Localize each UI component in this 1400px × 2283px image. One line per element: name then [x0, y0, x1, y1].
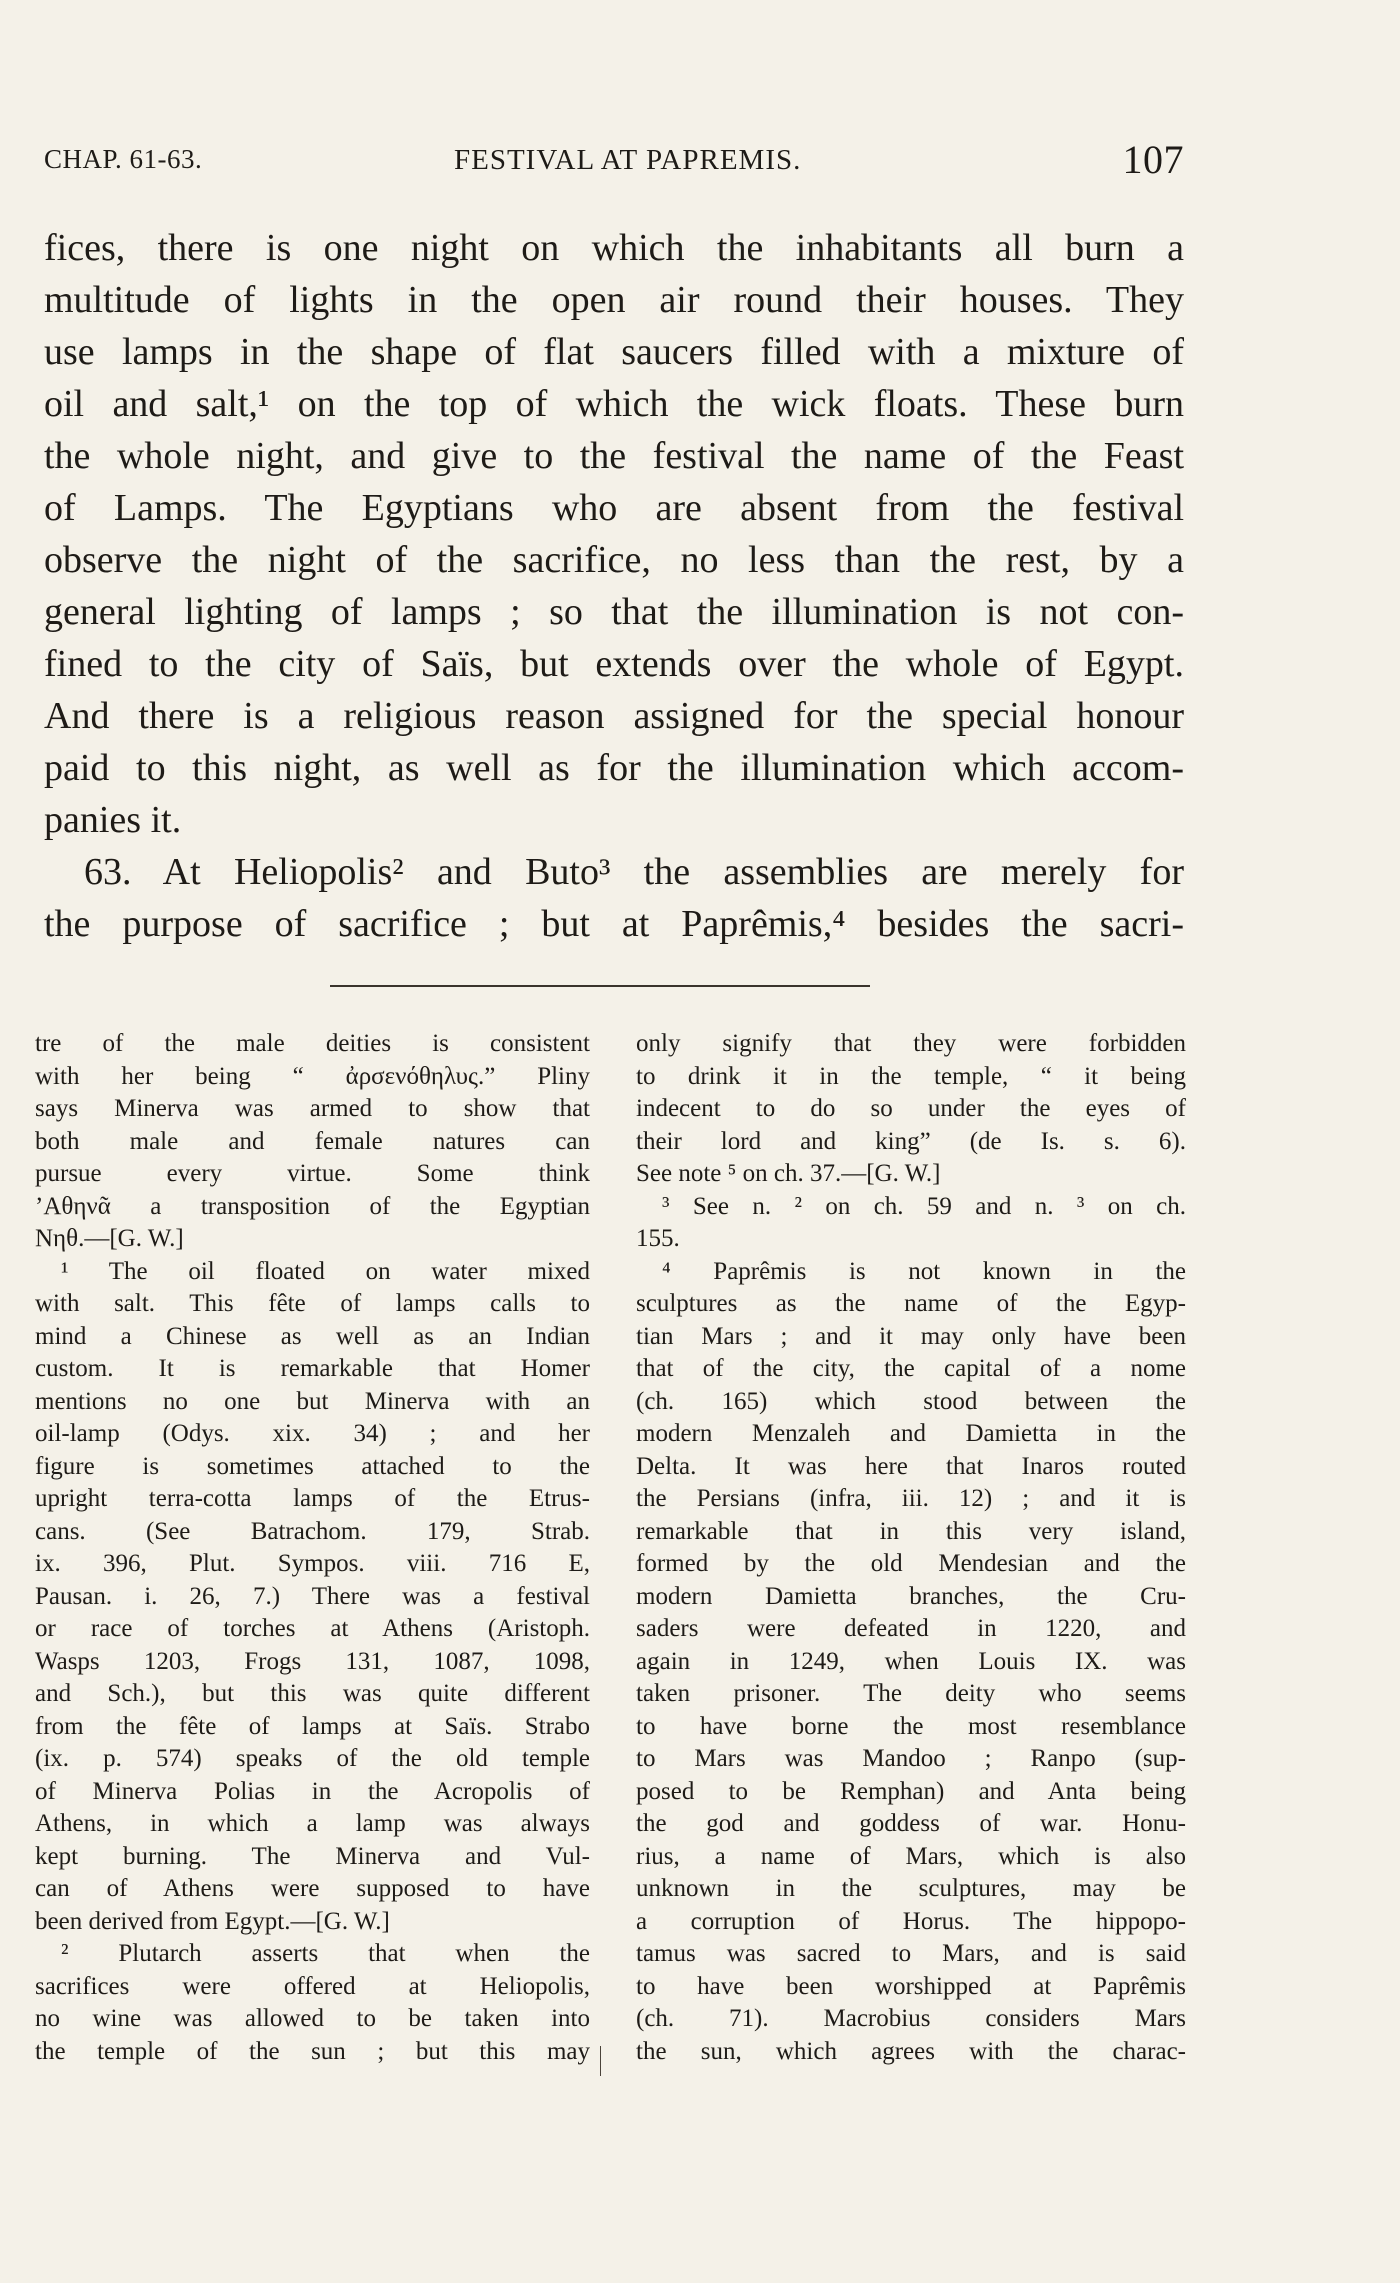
footnote-line: no wine was allowed to be taken into — [35, 2005, 590, 2032]
text-line: paid to this night, as well as for the illumination which accom- — [44, 747, 1184, 789]
footnote-line: formed by the old Mendesian and the — [636, 1550, 1186, 1577]
footnote-line: the sun, which agrees with the charac- — [636, 2037, 1186, 2065]
footnote-line: sculptures as the name of the Egyp- — [636, 1290, 1186, 1317]
text-line: oil and salt,¹ on the top of which the wick floats. These burn — [44, 383, 1184, 425]
footnote-line: ’Αθηνᾶ a transposition of the Egyptian — [35, 1192, 590, 1220]
footnote-line: (ch. 165) which stood between the — [636, 1387, 1186, 1415]
footnote-line: to drink it in the temple, “ it being — [636, 1062, 1186, 1090]
footnote-line: upright terra-cotta lamps of the Etrus- — [35, 1485, 590, 1512]
footnote-separator-rule — [330, 985, 870, 987]
footnote-line: kept burning. The Minerva and Vul- — [35, 1842, 590, 1870]
text-line: of Lamps. The Egyptians who are absent from the festival — [44, 487, 1184, 529]
footnote-line: posed to be Remphan) and Anta being — [636, 1777, 1186, 1805]
footnote-line: ² Plutarch asserts that when the — [61, 1940, 590, 1967]
footnote-line: says Minerva was armed to show that — [35, 1095, 590, 1122]
footnote-line: to have been worshipped at Paprêmis — [636, 1972, 1186, 2000]
footnote-line: ¹ The oil floated on water mixed — [61, 1257, 590, 1285]
text-line: And there is a religious reason assigned for the special honour — [44, 695, 1184, 737]
footnote-line: (ch. 71). Macrobius considers Mars — [636, 2005, 1186, 2032]
footnote-line: and Sch.), but this was quite different — [35, 1680, 590, 1707]
text-line: the purpose of sacrifice ; but at Paprêmis,⁴ besides the sacri- — [44, 903, 1184, 945]
footnote-line: from the fête of lamps at Saïs. Strabo — [35, 1712, 590, 1740]
footnote-line: cans. (See Batrachom. 179, Strab. — [35, 1517, 590, 1545]
running-title: FESTIVAL AT PAPREMIS. — [454, 144, 802, 176]
footnote-line: that of the city, the capital of a nome — [636, 1355, 1186, 1382]
footnote-line: been derived from Egypt.—[G. W.] — [35, 1907, 390, 1935]
text-line: multitude of lights in the open air round their houses. They — [44, 279, 1184, 321]
footnote-line: to Mars was Mandoo ; Ranpo (sup- — [636, 1745, 1186, 1772]
footnote-line: figure is sometimes attached to the — [35, 1452, 590, 1480]
footnote-line: ix. 396, Plut. Sympos. viii. 716 E, — [35, 1550, 590, 1577]
footnote-line: mentions no one but Minerva with an — [35, 1387, 590, 1415]
footnote-line: the Persians (infra, iii. 12) ; and it is — [636, 1485, 1186, 1512]
footnote-line: a corruption of Horus. The hippopo- — [636, 1907, 1186, 1935]
page-number: 107 — [1122, 137, 1184, 182]
footnote-line: of Minerva Polias in the Acropolis of — [35, 1777, 590, 1805]
footnote-line: the god and goddess of war. Honu- — [636, 1810, 1186, 1837]
footnote-line: oil-lamp (Odys. xix. 34) ; and her — [35, 1420, 590, 1447]
footnote-line: only signify that they were forbidden — [636, 1030, 1186, 1057]
footnote-line: ³ See n. ² on ch. 59 and n. ³ on ch. — [662, 1192, 1186, 1220]
footnote-line: to have borne the most resemblance — [636, 1712, 1186, 1740]
footnote-line: tre of the male deities is consistent — [35, 1030, 590, 1057]
footnote-line: Athens, in which a lamp was always — [35, 1810, 590, 1837]
footnote-line: Wasps 1203, Frogs 131, 1087, 1098, — [35, 1647, 590, 1675]
text-line: 63. At Heliopolis² and Buto³ the assemblies are merely for — [84, 851, 1184, 893]
chapter-reference: CHAP. 61-63. — [44, 144, 203, 174]
footnote-line: mind a Chinese as well as an Indian — [35, 1322, 590, 1350]
footnote-line: rius, a name of Mars, which is also — [636, 1842, 1186, 1870]
footnote-line: Delta. It was here that Inaros routed — [636, 1452, 1186, 1480]
footnote-line: pursue every virtue. Some think — [35, 1160, 590, 1187]
text-line: panies it. — [44, 799, 182, 841]
footnotes-right-column — [636, 1028, 1186, 2068]
footnote-line: or race of torches at Athens (Aristoph. — [35, 1615, 590, 1642]
footnote-line: See note ⁵ on ch. 37.—[G. W.] — [636, 1160, 941, 1187]
text-line: general lighting of lamps ; so that the illumination is not con- — [44, 591, 1184, 633]
footnote-line: tian Mars ; and it may only have been — [636, 1322, 1186, 1350]
text-line: fined to the city of Saïs, but extends over the whole of Egypt. — [44, 643, 1184, 685]
footnote-line: taken prisoner. The deity who seems — [636, 1680, 1186, 1707]
footnote-line: again in 1249, when Louis IX. was — [636, 1647, 1186, 1675]
running-head — [44, 137, 1184, 182]
footnote-line: modern Damietta branches, the Cru- — [636, 1582, 1186, 1610]
footnote-line: indecent to do so under the eyes of — [636, 1095, 1186, 1122]
footnote-line: custom. It is remarkable that Homer — [35, 1355, 590, 1382]
text-line: fices, there is one night on which the inhabitants all burn a — [44, 227, 1184, 269]
footnote-line: unknown in the sculptures, may be — [636, 1875, 1186, 1902]
footnote-line: with her being “ ἀρσενόθηλυς.” Pliny — [35, 1062, 590, 1090]
footnote-line: ⁴ Paprêmis is not known in the — [662, 1257, 1186, 1285]
footnote-line: saders were defeated in 1220, and — [636, 1615, 1186, 1642]
column-divider — [600, 2046, 601, 2076]
text-line: observe the night of the sacrifice, no less than the rest, by a — [44, 539, 1184, 581]
footnote-line: sacrifices were offered at Heliopolis, — [35, 1972, 590, 2000]
footnote-line: tamus was sacred to Mars, and is said — [636, 1940, 1186, 1967]
footnote-line: 155. — [636, 1225, 680, 1252]
footnote-line: (ix. p. 574) speaks of the old temple — [35, 1745, 590, 1772]
text-line: the whole night, and give to the festival the name of the Feast — [44, 435, 1184, 477]
footnote-line: both male and female natures can — [35, 1127, 590, 1155]
footnote-line: the temple of the sun ; but this may — [35, 2037, 590, 2065]
footnote-line: their lord and king” (de Is. s. 6). — [636, 1127, 1186, 1155]
text-line: use lamps in the shape of flat saucers filled with a mixture of — [44, 331, 1184, 373]
footnote-line: can of Athens were supposed to have — [35, 1875, 590, 1902]
footnote-line: modern Menzaleh and Damietta in the — [636, 1420, 1186, 1447]
main-text — [44, 222, 1184, 950]
footnote-line: Pausan. i. 26, 7.) There was a festival — [35, 1582, 590, 1610]
footnotes-left-column — [35, 1028, 590, 2068]
footnote-line: remarkable that in this very island, — [636, 1517, 1186, 1545]
footnote-line: with salt. This fête of lamps calls to — [35, 1290, 590, 1317]
footnote-line: Νηθ.—[G. W.] — [35, 1225, 184, 1252]
